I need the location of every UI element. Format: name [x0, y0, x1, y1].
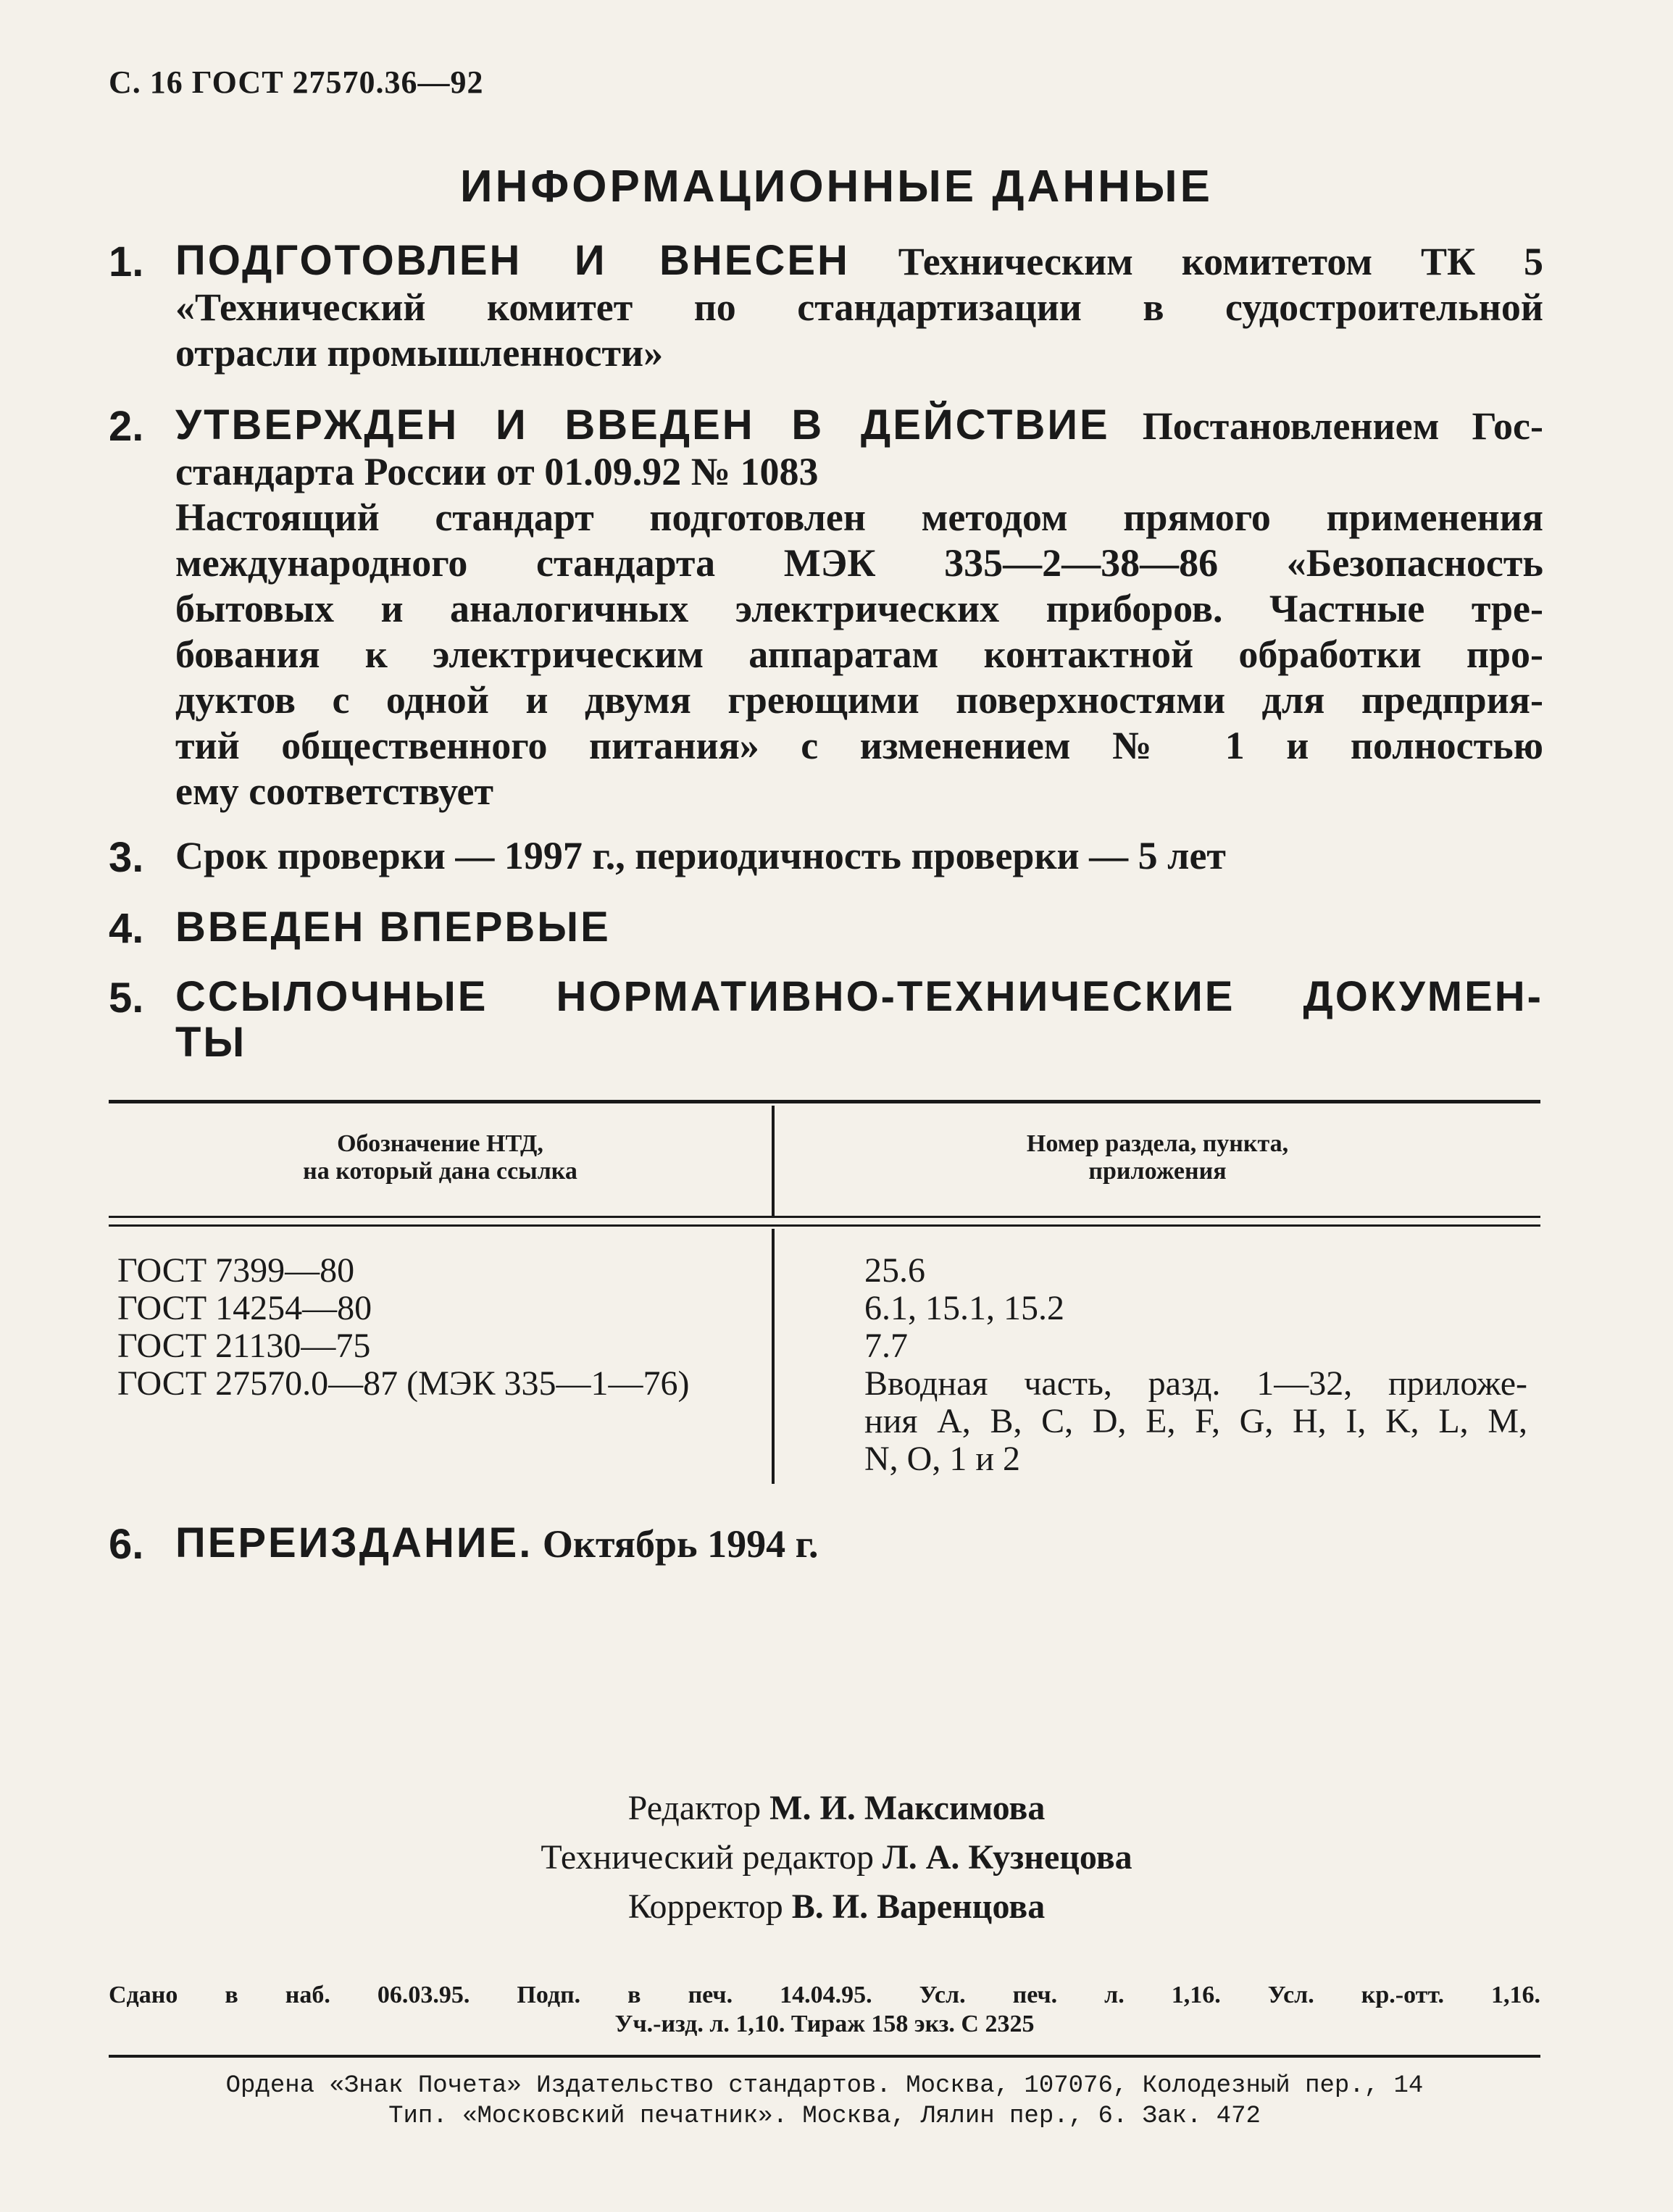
item-line: Настоящий стандарт подготовлен методом прямого применения — [175, 496, 1543, 539]
header-line: на который дана ссылка — [303, 1158, 577, 1185]
table-cell-doc: ГОСТ 7399—80 — [117, 1251, 355, 1290]
credit-role: Корректор — [627, 1887, 783, 1926]
table-cell-doc: ГОСТ 21130—75 — [117, 1327, 371, 1365]
item-line — [175, 402, 1543, 449]
item-line: ему соответствует — [175, 769, 493, 813]
table-cell-ref — [864, 1365, 1527, 1478]
header-line: Номер раздела, пункта, — [1026, 1130, 1289, 1157]
item-line: «Технический комитет по стандартизации в судостроительной — [175, 285, 1543, 329]
item-lead: ПЕРЕИЗДАНИЕ. — [175, 1519, 533, 1566]
item-text: Октябрь 1994 г. — [542, 1522, 819, 1566]
item-line: международного стандарта МЭК 335—2—38—86 «Безопасность — [175, 541, 1543, 585]
credit-name: Л. А. Кузнецова — [882, 1838, 1132, 1877]
credit-tech-editor — [0, 1833, 1673, 1882]
table-header-document — [109, 1130, 772, 1185]
imprint-line — [109, 1981, 1540, 2010]
table-row — [109, 1252, 1540, 1290]
info-item-5 — [109, 974, 1543, 1065]
item-number: 3. — [109, 834, 144, 881]
item-line: отрасли промышленности» — [175, 331, 664, 375]
info-item-1 — [109, 238, 1543, 376]
info-item-6 — [109, 1520, 1543, 1567]
table-body — [109, 1252, 1540, 1478]
item-line: тий общественного питания» с изменением № 1 и полностью — [175, 724, 1543, 767]
table-cell-ref: 25.6 — [864, 1251, 925, 1290]
item-number: 6. — [109, 1521, 144, 1568]
ref-line: Вводная часть, разд. 1—32, приложе- — [864, 1364, 1527, 1403]
item-text: Постановлением Гос- — [1142, 404, 1544, 448]
references-table — [109, 1100, 1540, 1491]
table-row — [109, 1290, 1540, 1327]
imprint-rule — [109, 2055, 1540, 2058]
table-rule-header-double — [109, 1224, 1540, 1227]
credit-role: Редактор — [627, 1789, 762, 1827]
item-line — [175, 238, 1543, 285]
ref-line: N, O, 1 и 2 — [864, 1440, 1021, 1478]
imprint-field: Усл. кр.-отт. 1,16. — [1267, 1982, 1540, 2008]
table-rule-top — [109, 1100, 1540, 1103]
table-header-section — [775, 1130, 1540, 1185]
info-item-4 — [109, 904, 1543, 950]
item-line: бования к электрическим аппаратам контактной обработки про- — [175, 633, 1543, 676]
item-line: бытовых и аналогичных электрических приборов. Частные тре- — [175, 587, 1543, 630]
imprint-line: Уч.-изд. л. 1,10. Тираж 158 экз. С 2325 — [614, 2011, 1035, 2037]
info-item-3 — [109, 833, 1543, 879]
table-cell-ref: 6.1, 15.1, 15.2 — [864, 1289, 1064, 1327]
item-line: ТЫ — [175, 1019, 247, 1066]
item-line: ССЫЛОЧНЫЕ НОРМАТИВНО-ТЕХНИЧЕСКИЕ ДОКУМЕН- — [175, 973, 1543, 1020]
item-line — [175, 1520, 1543, 1567]
item-text: Срок проверки — 1997 г., периодичность проверки — 5 лет — [175, 834, 1226, 877]
item-lead: ПОДГОТОВЛЕН И ВНЕСЕН — [175, 237, 850, 284]
table-cell-doc: ГОСТ 27570.0—87 (МЭК 335—1—76) — [117, 1364, 690, 1403]
table-rule-header — [109, 1216, 1540, 1218]
publisher-info — [109, 2071, 1540, 2132]
item-line: стандарта России от 01.09.92 № 1083 — [175, 450, 819, 493]
publisher-line: Тип. «Московский печатник». Москва, Лялин пер., 6. Зак. 472 — [388, 2103, 1261, 2130]
credit-name: В. И. Варенцова — [791, 1887, 1046, 1926]
imprint-field: Подп. в печ. 14.04.95. — [517, 1982, 872, 2008]
item-line: дуктов с одной и двумя греющими поверхностями для предприя- — [175, 678, 1543, 722]
item-number: 4. — [109, 905, 144, 952]
info-item-2 — [109, 402, 1543, 814]
item-lead: УТВЕРЖДЕН И ВВЕДЕН В ДЕЙСТВИЕ — [175, 401, 1110, 448]
credit-corrector — [0, 1882, 1673, 1932]
table-cell-doc: ГОСТ 14254—80 — [117, 1289, 372, 1327]
credit-editor — [0, 1784, 1673, 1833]
publisher-line: Ордена «Знак Почета» Издательство стандартов. Москва, 107076, Колодезный пер., 14 — [225, 2072, 1424, 2100]
item-text: ВВЕДЕН ВПЕРВЫЕ — [175, 903, 611, 951]
item-number: 1. — [109, 238, 144, 285]
credit-name: М. И. Максимова — [769, 1789, 1046, 1827]
print-imprint — [109, 1981, 1540, 2039]
staff-credits — [0, 1784, 1673, 1932]
item-text: Техническим комитетом ТК 5 — [898, 240, 1543, 283]
item-number: 5. — [109, 974, 144, 1022]
table-row — [109, 1365, 1540, 1478]
table-cell-ref: 7.7 — [864, 1327, 908, 1365]
item-number: 2. — [109, 403, 144, 450]
header-line: Обозначение НТД, — [337, 1130, 543, 1157]
table-row — [109, 1327, 1540, 1365]
imprint-field: Усл. печ. л. 1,16. — [919, 1982, 1221, 2008]
page-title: ИНФОРМАЦИОННЫЕ ДАННЫЕ — [460, 162, 1213, 212]
imprint-field: Сдано в наб. 06.03.95. — [109, 1982, 470, 2008]
page-header: С. 16 ГОСТ 27570.36—92 — [109, 64, 484, 100]
ref-line: ния A, B, C, D, E, F, G, H, I, K, L, M, — [864, 1402, 1527, 1440]
credit-role: Технический редактор — [541, 1838, 874, 1877]
header-line: приложения — [1088, 1158, 1227, 1185]
